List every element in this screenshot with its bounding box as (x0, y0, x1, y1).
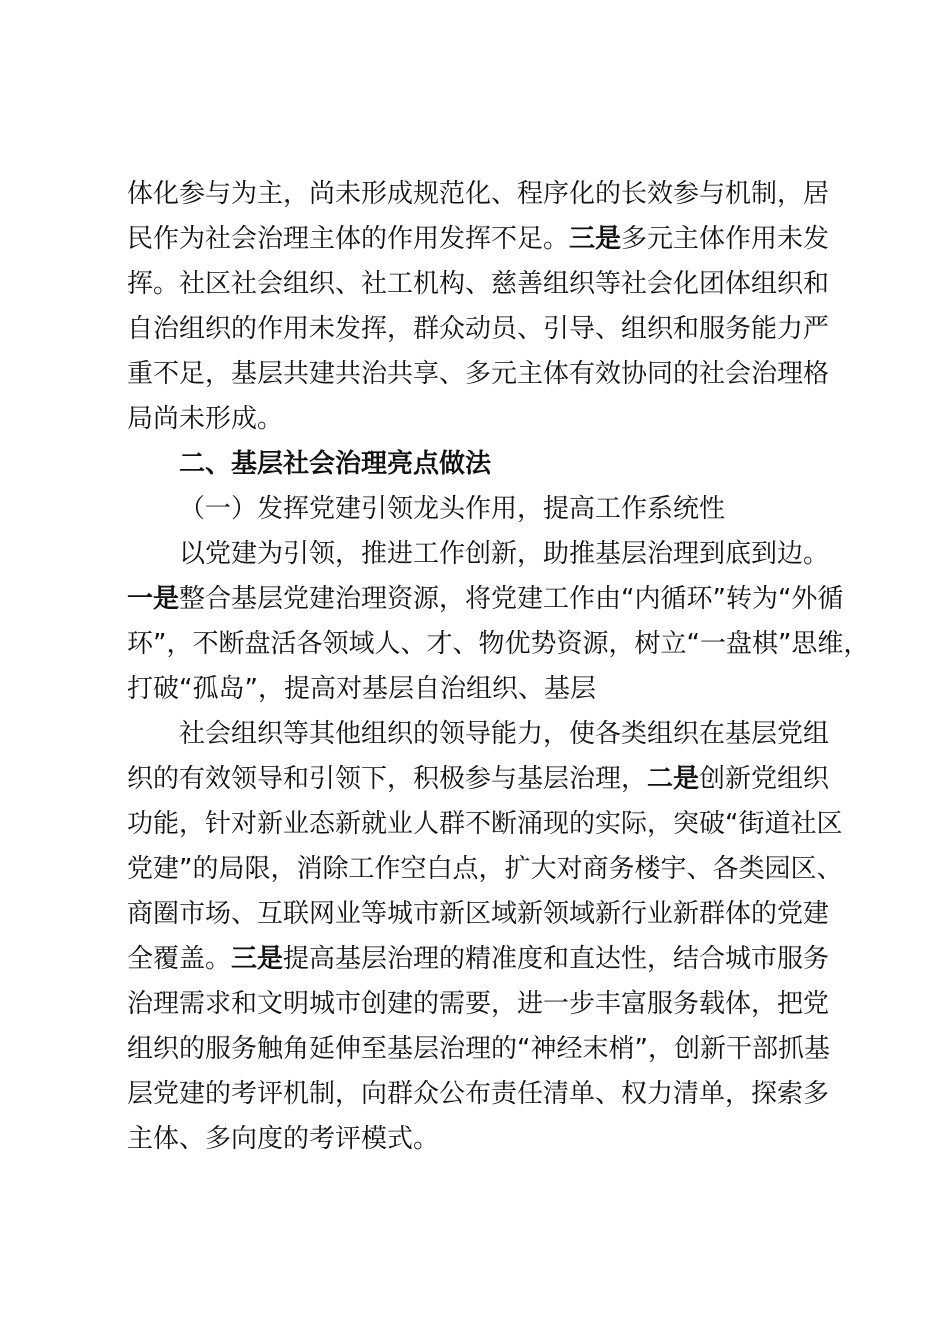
text-line (127, 806, 842, 842)
section-heading (179, 446, 491, 482)
text-line-content: 打破“孤岛”，提高对基层自治组织、基层 (127, 674, 596, 704)
subsection-heading (179, 491, 725, 527)
text-line (127, 986, 829, 1022)
text-line-content: 主体、多向度的考评模式。 (127, 1124, 440, 1154)
text-line-content: 商圈市场、互联网业等城市新区域新领域新行业新群体的党建 (127, 899, 830, 929)
text-line-content: 以党建为引领，推进工作创新，助推基层治理到底到边。 (179, 539, 830, 569)
text-line-content: 治理需求和文明城市创建的需要，进一步丰富服务载体，把党 (127, 989, 830, 1019)
bold-marker: 一是 (127, 584, 180, 614)
text-line-content: 环”，不断盘活各领域人、才、物优势资源，树立“一盘棋”思维， (127, 629, 870, 659)
text-line (127, 311, 829, 347)
text-line (127, 761, 829, 797)
text-line (127, 1031, 830, 1067)
text-line (127, 356, 829, 392)
text-line (127, 176, 829, 212)
text-line (179, 536, 829, 572)
text-line-content: 组织的服务触角延伸至基层治理的“神经末梢”，创新干部抓基 (127, 1034, 830, 1064)
text-line-content: 党建”的局限，消除工作空白点，扩大对商务楼宇、各类园区、 (127, 854, 843, 884)
text-line-content: 体化参与为主，尚未形成规范化、程序化的长效参与机制，居 (127, 179, 830, 209)
text-line (127, 401, 283, 437)
text-line-content: 自治组织的作用未发挥，群众动员、引导、组织和服务能力严 (127, 314, 830, 344)
text-line (127, 626, 869, 662)
bold-marker: 三是 (231, 944, 284, 974)
text-line (179, 716, 829, 752)
text-line (127, 1076, 829, 1112)
text-line-content: 局尚未形成。 (127, 404, 284, 434)
text-line (127, 266, 829, 302)
text-line-content: 织的有效领导和引领下，积极参与基层治理， (127, 764, 648, 794)
text-line (127, 1121, 439, 1157)
bold-marker: 二是 (647, 764, 700, 794)
text-line-content: 层党建的考评机制，向群众公布责任清单、权力清单，探索多 (127, 1079, 830, 1109)
text-line (127, 941, 829, 977)
section-heading-text: 二、基层社会治理亮点做法 (179, 449, 492, 479)
text-line-content: 全覆盖。 (127, 944, 232, 974)
subsection-heading-text: （一）发挥党建引领龙头作用，提高工作系统性 (179, 494, 726, 524)
text-line-content: 社会组织等其他组织的领导能力，使各类组织在基层党组 (179, 719, 830, 749)
text-line (127, 851, 842, 887)
text-line (127, 221, 829, 257)
text-line-content: 功能，针对新业态新就业人群不断涌现的实际，突破“街道社区 (127, 809, 843, 839)
text-line (127, 896, 829, 932)
text-line-content: 重不足，基层共建共治共享、多元主体有效协同的社会治理格 (127, 359, 830, 389)
bold-marker: 三是 (569, 224, 622, 254)
text-line-content: 整合基层党建治理资源，将党建工作由“内循环”转为“外循 (179, 584, 844, 614)
text-line-content: 民作为社会治理主体的作用发挥不足。 (127, 224, 570, 254)
text-line (127, 581, 843, 617)
text-line-content: 挥。社区社会组织、社工机构、慈善组织等社会化团体组织和 (127, 269, 830, 299)
text-line-content: 提高基层治理的精准度和直达性，结合城市服务 (283, 944, 830, 974)
text-line-content: 多元主体作用未发 (621, 224, 830, 254)
text-line (127, 671, 596, 707)
text-line-content: 创新党组织 (699, 764, 830, 794)
